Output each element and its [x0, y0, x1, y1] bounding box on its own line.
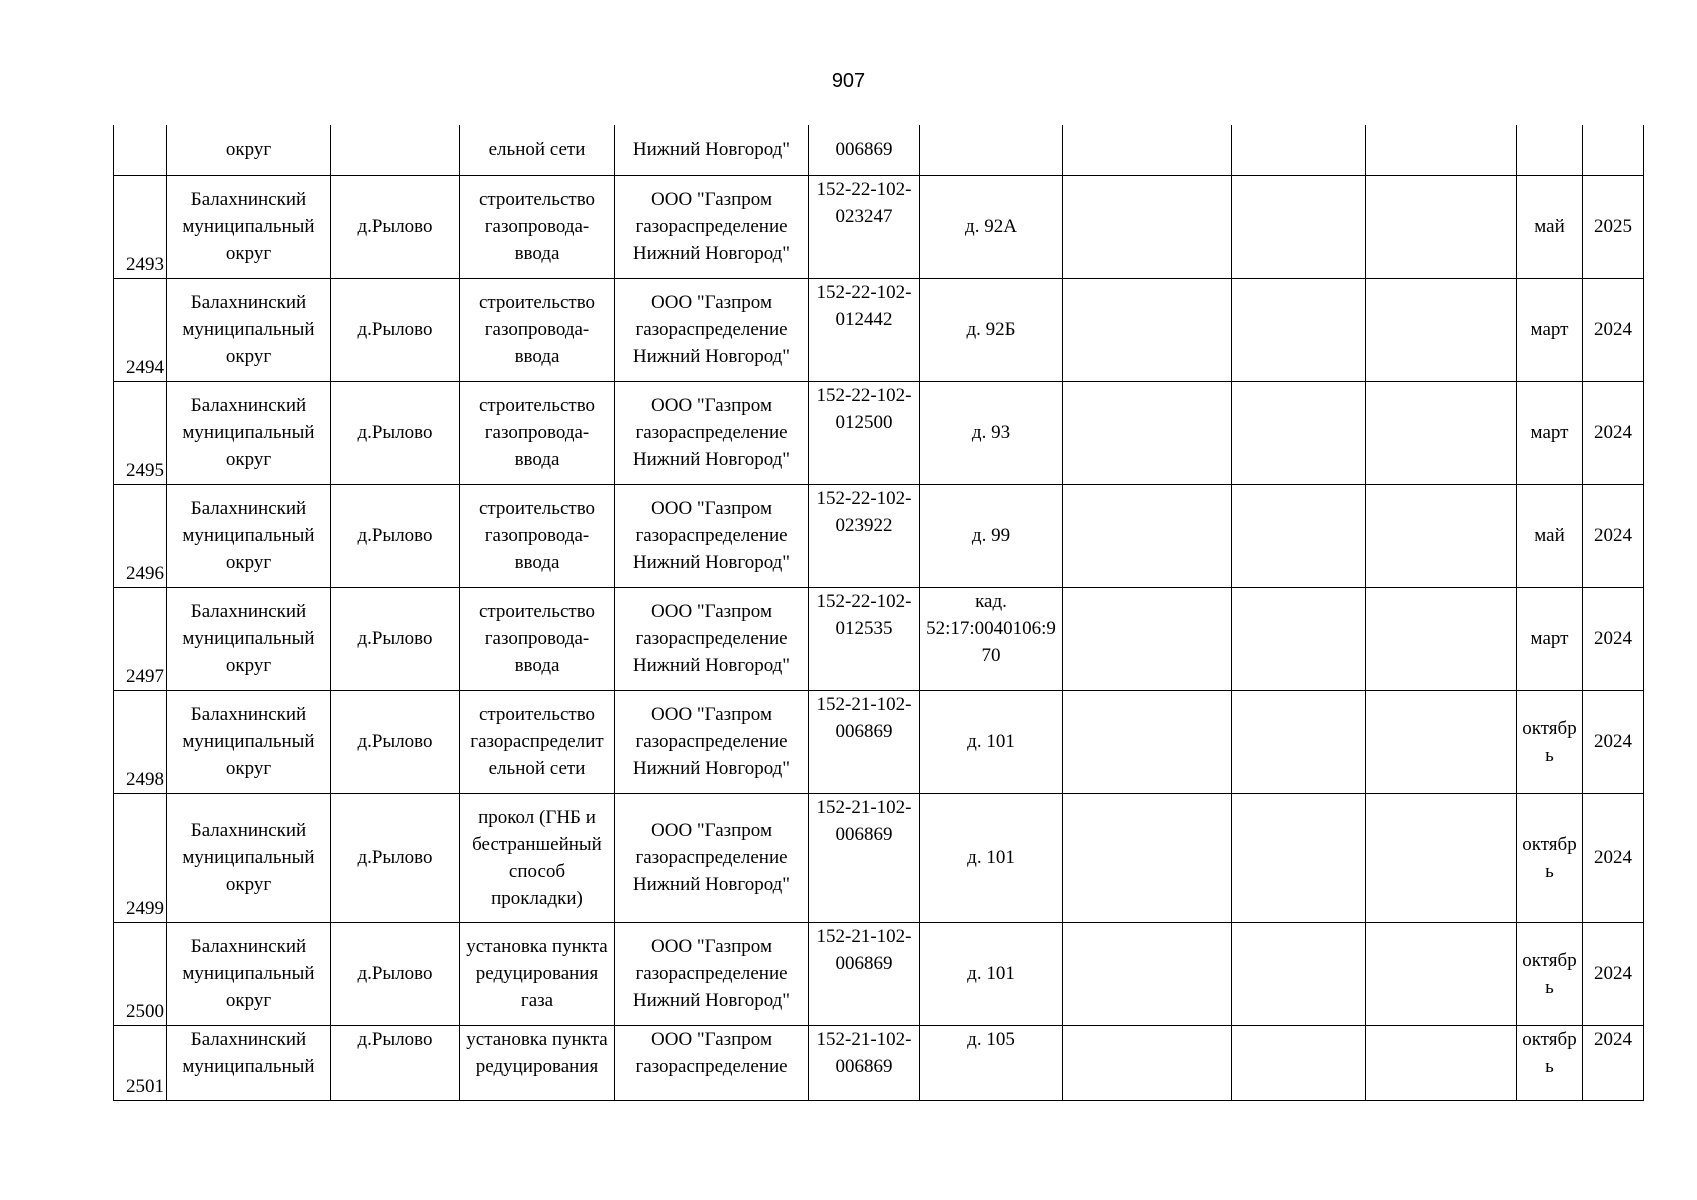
table-row [114, 690, 1644, 793]
cell-line: 012442 [835, 308, 893, 330]
cell-line: прокладки) [491, 887, 583, 909]
cell-line: д. 92А [965, 216, 1017, 237]
cell-month [1517, 381, 1583, 484]
table-body [114, 125, 1644, 1100]
cell-empty [1366, 125, 1517, 175]
cell-locality: д.Рылово [331, 922, 460, 1025]
cell-work [460, 1025, 615, 1100]
cell-line: Нижний Новгород" [632, 990, 791, 1011]
cell-line: ввода [514, 346, 560, 367]
cell-work [460, 793, 615, 922]
cell-line: муниципальный [182, 216, 315, 237]
cell-line: 006869 [835, 823, 893, 845]
cell-line: строительство [478, 498, 596, 519]
cell-line: прокол (ГНБ и [478, 806, 596, 828]
cell-empty [1366, 793, 1517, 922]
cell-line: Балахнинский [190, 936, 307, 957]
cell-empty [1063, 587, 1232, 690]
cell-organization [615, 125, 809, 175]
cell-line: газораспределение [635, 847, 788, 868]
cell-empty [1063, 793, 1232, 922]
cell-line: строительство [478, 601, 596, 622]
cell-line: д. 101 [967, 731, 1015, 752]
cell-line: Балахнинский [190, 601, 307, 622]
cell-line: ООО "Газпром [651, 498, 772, 519]
cell-address [920, 484, 1063, 587]
cell-line: 152-22-102- [816, 590, 912, 612]
table-row [114, 381, 1644, 484]
cell-address [920, 278, 1063, 381]
cell-year [1583, 125, 1644, 175]
cell-line: 006869 [835, 1055, 893, 1077]
cell-line: Балахнинский [190, 704, 307, 725]
cell-line: март [1530, 422, 1569, 443]
cell-line: 012500 [835, 411, 893, 433]
cell-organization [615, 793, 809, 922]
cell-line: 006869 [835, 952, 893, 974]
cell-line: Нижний Новгород" [632, 346, 791, 367]
cell-organization [615, 690, 809, 793]
cell-line: 152-22-102- [816, 281, 912, 303]
cell-line: д. 99 [971, 525, 1011, 546]
cell-line: газопровода- [484, 216, 590, 237]
cell-district [167, 381, 331, 484]
cell-empty [1366, 175, 1517, 278]
cell-line: Балахнинский [190, 820, 307, 841]
cell-line: Балахнинский [190, 292, 307, 313]
cell-line: муниципальный [182, 628, 315, 649]
cell-address [920, 1025, 1063, 1100]
cell-line: установка пункта [466, 936, 608, 957]
cell-empty [1232, 484, 1366, 587]
cell-line: кад. [975, 590, 1007, 612]
cell-district [167, 793, 331, 922]
cell-district [167, 175, 331, 278]
cell-month [1517, 587, 1583, 690]
cell-line: газораспределит [470, 731, 604, 752]
cell-code [809, 690, 920, 793]
cell-num: 2500 [114, 922, 167, 1025]
cell-line: округ [225, 758, 272, 779]
cell-empty [1366, 690, 1517, 793]
cell-line: строительство [478, 292, 596, 313]
cell-line: газораспределение [635, 628, 788, 649]
cell-line: 152-21-102- [816, 796, 912, 818]
cell-line: 006869 [835, 720, 893, 742]
cell-line: округ [225, 552, 272, 573]
cell-code [809, 922, 920, 1025]
cell-line: ь [1545, 744, 1554, 766]
cell-line: ООО "Газпром [651, 936, 772, 957]
cell-month [1517, 175, 1583, 278]
cell-line: ООО "Газпром [651, 704, 772, 725]
cell-line: строительство [478, 189, 596, 210]
cell-organization [615, 484, 809, 587]
cell-line: округ [225, 449, 272, 470]
cell-line: 152-22-102- [816, 384, 912, 406]
cell-line: 152-21-102- [816, 1028, 912, 1050]
cell-line: 52:17:0040106:9 [926, 617, 1056, 639]
cell-line: газопровода- [484, 422, 590, 443]
cell-line: ельной сети [488, 139, 586, 161]
cell-address [920, 125, 1063, 175]
cell-locality: д.Рылово [331, 175, 460, 278]
cell-month [1517, 278, 1583, 381]
cell-num: 2495 [114, 381, 167, 484]
cell-line: 006869 [835, 139, 893, 161]
table-row [114, 1025, 1644, 1100]
table-row [114, 175, 1644, 278]
cell-line: муниципальный [182, 1055, 315, 1077]
cell-num: 2498 [114, 690, 167, 793]
cell-line: ь [1545, 1055, 1554, 1077]
cell-organization [615, 1025, 809, 1100]
cell-line: Балахнинский [190, 189, 307, 210]
cell-line: ООО "Газпром [651, 601, 772, 622]
cell-num: 2499 [114, 793, 167, 922]
cell-address [920, 175, 1063, 278]
cell-line: д. 93 [971, 422, 1011, 443]
cell-line: строительство [478, 395, 596, 416]
cell-address [920, 793, 1063, 922]
page-number: 907 [831, 70, 866, 92]
cell-organization [615, 175, 809, 278]
cell-work [460, 381, 615, 484]
cell-line: октябр [1522, 717, 1577, 739]
cell-month [1517, 690, 1583, 793]
cell-line: 152-22-102- [816, 487, 912, 509]
cell-district [167, 690, 331, 793]
table-row [114, 922, 1644, 1025]
cell-line: способ [508, 860, 566, 882]
cell-line: Нижний Новгород" [632, 874, 791, 895]
cell-line: газораспределение [635, 963, 788, 984]
cell-line: ООО "Газпром [651, 1028, 772, 1050]
cell-district [167, 125, 331, 175]
cell-line: округ [225, 139, 272, 161]
cell-line: газораспределение [635, 319, 788, 340]
cell-line: май [1534, 216, 1565, 237]
cell-line: округ [225, 990, 272, 1011]
cell-line: ООО "Газпром [651, 820, 772, 841]
cell-line: бестраншейный [472, 833, 602, 855]
cell-year: 2024 [1583, 690, 1644, 793]
cell-empty [1232, 1025, 1366, 1100]
cell-code [809, 1025, 920, 1100]
cell-line: д. 92Б [966, 319, 1016, 340]
registry-table [113, 125, 1644, 1101]
cell-district [167, 1025, 331, 1100]
cell-line: муниципальный [182, 319, 315, 340]
cell-work [460, 922, 615, 1025]
cell-line: Нижний Новгород" [632, 552, 791, 573]
cell-line: 152-22-102- [816, 178, 912, 200]
cell-line: Балахнинский [190, 395, 307, 416]
cell-line: Нижний Новгород" [632, 655, 791, 676]
cell-locality: д.Рылово [331, 690, 460, 793]
cell-line: ельной сети [488, 758, 586, 779]
cell-line: муниципальный [182, 422, 315, 443]
cell-line: май [1534, 525, 1565, 546]
cell-code [809, 587, 920, 690]
table-row [114, 587, 1644, 690]
cell-empty [1232, 278, 1366, 381]
cell-line: 152-21-102- [816, 925, 912, 947]
cell-empty [1366, 922, 1517, 1025]
cell-empty [1366, 587, 1517, 690]
cell-work [460, 690, 615, 793]
table-row [114, 793, 1644, 922]
cell-address [920, 381, 1063, 484]
cell-line: ь [1545, 976, 1554, 998]
cell-line: округ [225, 243, 272, 264]
cell-line: округ [225, 655, 272, 676]
cell-line: октябр [1522, 949, 1577, 971]
cell-code [809, 175, 920, 278]
cell-line: округ [225, 874, 272, 895]
cell-organization [615, 922, 809, 1025]
cell-line: редуцирования [475, 963, 599, 984]
cell-work [460, 125, 615, 175]
cell-line: ООО "Газпром [651, 395, 772, 416]
cell-num: 2501 [114, 1025, 167, 1100]
cell-locality [331, 125, 460, 175]
cell-locality: д.Рылово [331, 484, 460, 587]
cell-empty [1232, 381, 1366, 484]
cell-code [809, 793, 920, 922]
cell-line: ввода [514, 449, 560, 470]
cell-empty [1232, 690, 1366, 793]
cell-work [460, 175, 615, 278]
cell-empty [1063, 1025, 1232, 1100]
cell-month [1517, 922, 1583, 1025]
cell-line: газопровода- [484, 319, 590, 340]
cell-organization [615, 587, 809, 690]
cell-month [1517, 125, 1583, 175]
cell-address [920, 922, 1063, 1025]
cell-line: округ [225, 346, 272, 367]
cell-empty [1366, 484, 1517, 587]
cell-line: строительство [478, 704, 596, 725]
cell-empty [1232, 922, 1366, 1025]
cell-line: октябр [1522, 1028, 1577, 1050]
cell-empty [1063, 278, 1232, 381]
cell-line: 70 [981, 644, 1001, 666]
cell-year: 2024 [1583, 278, 1644, 381]
cell-line: муниципальный [182, 847, 315, 868]
cell-num: 2493 [114, 175, 167, 278]
cell-line: д. 105 [967, 1028, 1015, 1050]
cell-work [460, 484, 615, 587]
cell-district [167, 278, 331, 381]
cell-work [460, 278, 615, 381]
cell-line: Балахнинский [190, 498, 307, 519]
cell-locality: д.Рылово [331, 793, 460, 922]
cell-locality: д.Рылово [331, 587, 460, 690]
cell-year: 2024 [1583, 1025, 1644, 1100]
cell-empty [1063, 381, 1232, 484]
cell-line: газораспределение [635, 1055, 788, 1077]
cell-line: октябр [1522, 833, 1577, 855]
cell-organization [615, 278, 809, 381]
cell-year: 2025 [1583, 175, 1644, 278]
cell-district [167, 587, 331, 690]
cell-month [1517, 484, 1583, 587]
cell-line: 023922 [835, 514, 893, 536]
cell-code [809, 484, 920, 587]
cell-empty [1063, 690, 1232, 793]
cell-line: установка пункта [466, 1028, 608, 1050]
cell-year: 2024 [1583, 587, 1644, 690]
cell-district [167, 484, 331, 587]
cell-empty [1366, 1025, 1517, 1100]
cell-empty [1063, 484, 1232, 587]
cell-locality: д.Рылово [331, 381, 460, 484]
cell-line: газопровода- [484, 525, 590, 546]
cell-code [809, 278, 920, 381]
cell-year: 2024 [1583, 484, 1644, 587]
cell-line: газораспределение [635, 731, 788, 752]
cell-line: ь [1545, 860, 1554, 882]
cell-num [114, 125, 167, 175]
cell-line: газа [520, 990, 554, 1011]
cell-line: д. 101 [967, 963, 1015, 984]
cell-line: ООО "Газпром [651, 189, 772, 210]
cell-empty [1232, 793, 1366, 922]
cell-line: газопровода- [484, 628, 590, 649]
cell-line: 152-21-102- [816, 693, 912, 715]
cell-line: ООО "Газпром [651, 292, 772, 313]
cell-year: 2024 [1583, 793, 1644, 922]
cell-line: Нижний Новгород" [632, 243, 791, 264]
cell-line: март [1530, 319, 1569, 340]
cell-line: д. 101 [967, 847, 1015, 868]
cell-line: Нижний Новгород" [632, 139, 791, 161]
cell-year: 2024 [1583, 922, 1644, 1025]
cell-num: 2497 [114, 587, 167, 690]
cell-line: 012535 [835, 617, 893, 639]
cell-code [809, 125, 920, 175]
cell-locality: д.Рылово [331, 1025, 460, 1100]
cell-month [1517, 1025, 1583, 1100]
cell-line: муниципальный [182, 963, 315, 984]
cell-address [920, 587, 1063, 690]
cell-empty [1232, 587, 1366, 690]
cell-year: 2024 [1583, 381, 1644, 484]
cell-line: редуцирования [475, 1055, 599, 1077]
cell-locality: д.Рылово [331, 278, 460, 381]
cell-line: ввода [514, 655, 560, 676]
cell-district [167, 922, 331, 1025]
cell-empty [1063, 125, 1232, 175]
cell-line: Балахнинский [190, 1028, 307, 1050]
cell-empty [1232, 175, 1366, 278]
cell-line: газораспределение [635, 525, 788, 546]
cell-line: ввода [514, 552, 560, 573]
cell-empty [1366, 381, 1517, 484]
cell-line: ввода [514, 243, 560, 264]
cell-line: март [1530, 628, 1569, 649]
cell-address [920, 690, 1063, 793]
table-row [114, 484, 1644, 587]
cell-num: 2494 [114, 278, 167, 381]
cell-line: муниципальный [182, 731, 315, 752]
cell-code [809, 381, 920, 484]
cell-num: 2496 [114, 484, 167, 587]
cell-work [460, 587, 615, 690]
cell-empty [1063, 175, 1232, 278]
cell-line: Нижний Новгород" [632, 449, 791, 470]
cell-line: муниципальный [182, 525, 315, 546]
cell-line: Нижний Новгород" [632, 758, 791, 779]
cell-organization [615, 381, 809, 484]
cell-empty [1063, 922, 1232, 1025]
table-row [114, 278, 1644, 381]
cell-line: газораспределение [635, 216, 788, 237]
cell-empty [1366, 278, 1517, 381]
cell-line: 023247 [835, 205, 893, 227]
cell-line: газораспределение [635, 422, 788, 443]
cell-month [1517, 793, 1583, 922]
table-row-continuation [114, 125, 1644, 175]
cell-empty [1232, 125, 1366, 175]
